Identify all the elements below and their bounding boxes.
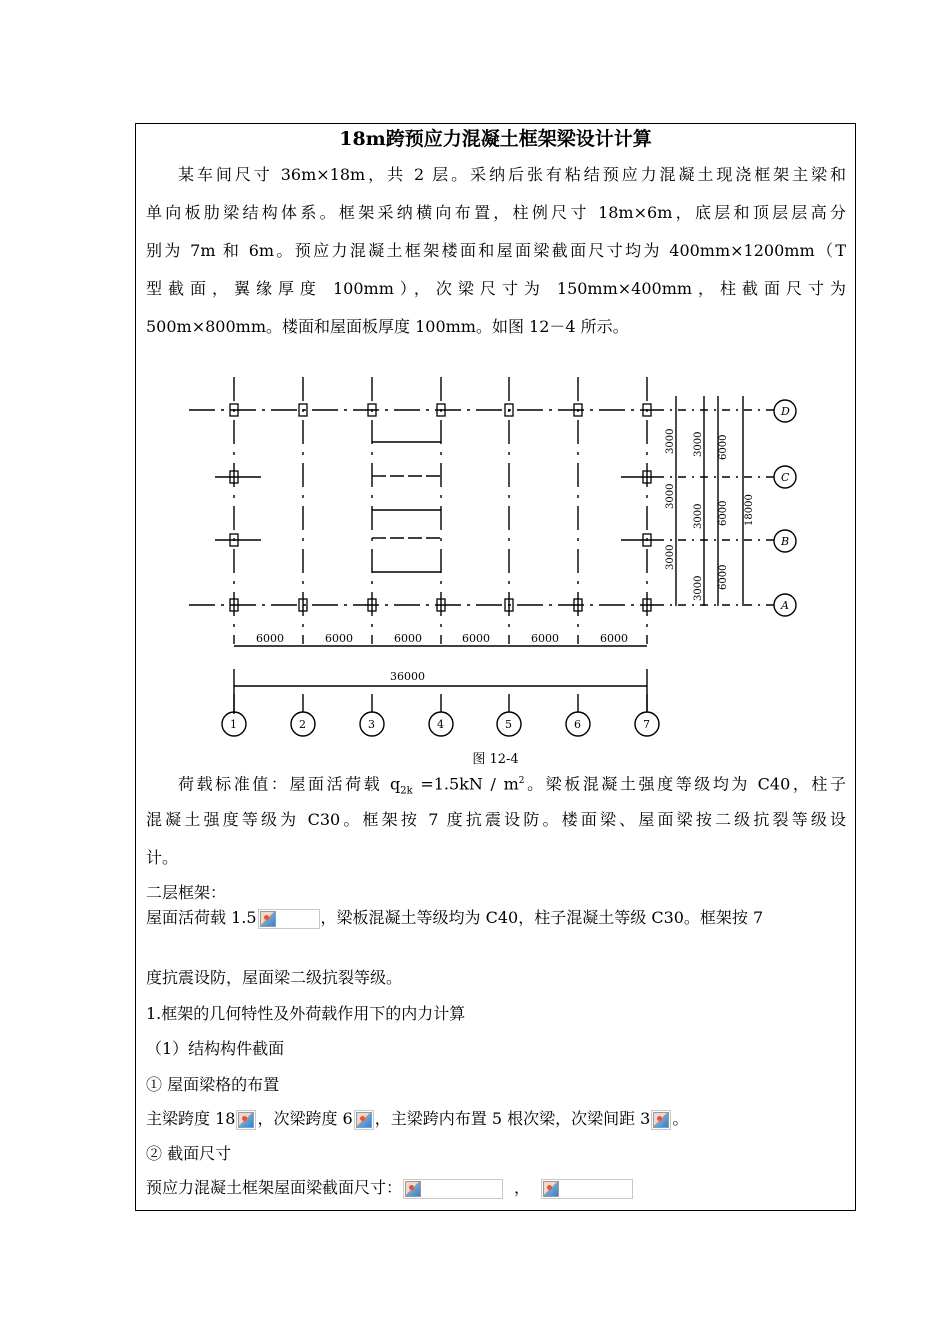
section-1-heading: 1.框架的几何特性及外荷载作用下的内力计算 bbox=[146, 1004, 466, 1023]
axis-number-3: 3 bbox=[368, 718, 375, 731]
spans-text-a: 主梁跨度 18 bbox=[146, 1109, 236, 1128]
broken-image-icon bbox=[354, 1110, 374, 1130]
broken-image-icon bbox=[541, 1179, 633, 1199]
bay-label-4: 6000 bbox=[462, 632, 490, 645]
axis-number-2: 2 bbox=[299, 718, 306, 731]
section-1-1-heading: （1）结构构件截面 bbox=[146, 1039, 285, 1058]
dim-18000: 18000 bbox=[744, 494, 755, 526]
axis-number-1: 1 bbox=[230, 718, 237, 731]
item-1-heading: ① 屋面梁格的布置 bbox=[146, 1075, 280, 1094]
structural-plan-figure bbox=[136, 124, 855, 774]
axis-letter-a: A bbox=[781, 599, 789, 612]
load-line-3: 计。 bbox=[146, 848, 179, 867]
intro-line-4: 型截面，翼缘厚度 100mm），次梁尺寸为 150mm×400mm，柱截面尺寸为 bbox=[146, 279, 846, 298]
axis-letter-c: C bbox=[781, 471, 790, 484]
load-text-b: =1.5kN / m bbox=[412, 774, 519, 794]
section-size-line bbox=[146, 1177, 846, 1199]
dim-3000-5: 3000 bbox=[665, 544, 676, 570]
intro-line-1: 某车间尺寸 36m×18m，共 2 层。采纳后张有粘结预应力混凝土现浇框架主梁和 bbox=[178, 165, 846, 184]
bay-label-2: 6000 bbox=[325, 632, 353, 645]
dim-3000-3: 3000 bbox=[665, 483, 676, 509]
axis-letter-b: B bbox=[781, 535, 790, 548]
axis-number-4: 4 bbox=[437, 718, 444, 731]
axis-number-5: 5 bbox=[505, 718, 512, 731]
section-size-text-a: 预应力混凝土框架屋面梁截面尺寸： bbox=[146, 1178, 403, 1197]
dim-6000-1: 6000 bbox=[718, 434, 729, 460]
second-floor-line-2: 度抗震设防，屋面梁二级抗裂等级。 bbox=[146, 968, 403, 987]
load-subscript: 2k bbox=[400, 785, 413, 797]
load-text-a: 荷载标准值：屋面活荷载 q bbox=[178, 774, 401, 794]
dim-3000-1: 3000 bbox=[665, 428, 676, 454]
bay-label-3: 6000 bbox=[394, 632, 422, 645]
second-floor-line-1 bbox=[146, 907, 846, 929]
axis-number-6: 6 bbox=[574, 718, 581, 731]
bay-label-1: 6000 bbox=[256, 632, 284, 645]
broken-image-icon bbox=[403, 1179, 503, 1199]
axis-letter-d: D bbox=[781, 405, 790, 418]
dim-3000-4: 3000 bbox=[693, 503, 704, 529]
second-floor-text-b: ，梁板混凝土等级均为 C40，柱子混凝土等级 C30。框架按 7 bbox=[320, 908, 764, 927]
document-title: 18m跨预应力混凝土框架梁设计计算 bbox=[339, 128, 652, 150]
item-2-heading: ② 截面尺寸 bbox=[146, 1144, 232, 1163]
bay-label-5: 6000 bbox=[531, 632, 559, 645]
dim-3000-2: 3000 bbox=[693, 431, 704, 457]
intro-line-3: 别为 7m 和 6m。预应力混凝土框架楼面和屋面梁截面尺寸均为 400mm×1200mm（T bbox=[146, 241, 846, 260]
load-line-2: 混凝土强度等级为 C30。框架按 7 度抗震设防。楼面梁、屋面梁按二级抗裂等级设 bbox=[146, 810, 846, 829]
spans-line bbox=[146, 1108, 846, 1130]
spans-text-c: ，主梁跨内布置 5 根次梁，次梁间距 3 bbox=[374, 1109, 651, 1128]
document-frame bbox=[135, 123, 856, 1211]
intro-line-2: 单向板肋梁结构体系。框架采纳横向布置，柱例尺寸 18m×6m，底层和顶层层高分 bbox=[146, 203, 846, 222]
dim-6000-2: 6000 bbox=[718, 500, 729, 526]
dim-3000-6: 3000 bbox=[693, 575, 704, 601]
spans-text-d: 。 bbox=[672, 1109, 689, 1128]
total-length-label: 36000 bbox=[390, 670, 425, 683]
dim-6000-3: 6000 bbox=[718, 564, 729, 590]
load-text-c: 。梁板混凝土强度等级均为 C40，柱子 bbox=[524, 774, 846, 794]
intro-line-5: 500m×800mm。楼面和屋面板厚度 100mm。如图 12－4 所示。 bbox=[146, 317, 629, 336]
broken-image-icon bbox=[651, 1110, 671, 1130]
second-floor-heading: 二层框架： bbox=[146, 883, 227, 902]
section-size-text-b: ， bbox=[514, 1178, 531, 1197]
broken-image-icon bbox=[236, 1110, 256, 1130]
axis-number-7: 7 bbox=[643, 718, 650, 731]
bay-label-6: 6000 bbox=[600, 632, 628, 645]
load-superscript: 2 bbox=[518, 776, 525, 786]
second-floor-text-a: 屋面活荷载 1.5 bbox=[146, 908, 257, 927]
broken-image-icon bbox=[258, 909, 320, 929]
figure-caption: 图 12-4 bbox=[472, 752, 519, 767]
spans-text-b: ，次梁跨度 6 bbox=[257, 1109, 353, 1128]
